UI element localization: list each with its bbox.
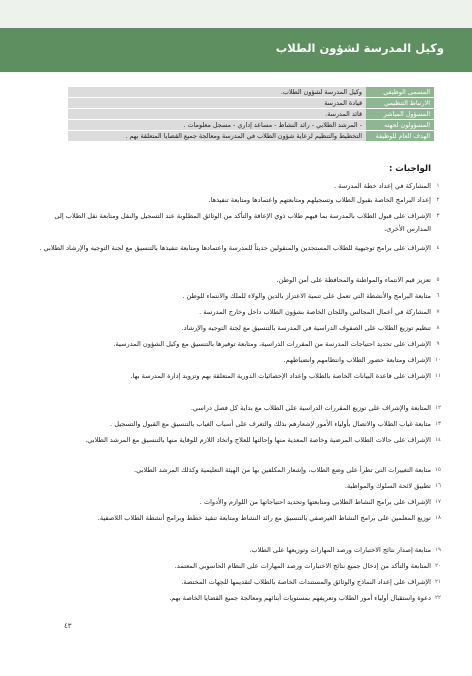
duty-item (39, 418, 441, 431)
duty-text: متابعة غياب الطلاب والاتصال بأولياء الأمور لإشعارهم بذلك والتعرف على أسباب الغياب بالتنسيق مع القبول والتسجيل . (110, 420, 431, 428)
duty-number: ١٢ (435, 405, 441, 411)
duty-text: تنظيم توزيع الطلاب على الصفوف الدراسية في المدرسة بالتنسيق مع لجنة التوجيه والإرشاد. (181, 324, 431, 332)
duty-text: الإشراف على حالات الطلاب المرضية وخاصة المعدية منها وإحالتها للعلاج واتخاذ اللازم للوقاية منها بالتنسيق مع المرشد الطلابي. (85, 436, 431, 444)
duty-text: الإشراف على برامج النشاط الطلابي ومتابعتها وتحديد احتياجاتها من اللوازم والأدوات . (199, 498, 431, 506)
duty-item (39, 576, 441, 589)
duty-item (39, 180, 440, 193)
page-number: ٤٣ (64, 622, 72, 630)
info-label: المسؤولون لجهته (366, 120, 434, 131)
duty-item (39, 464, 441, 477)
duty-number: ١ (436, 183, 440, 189)
duty-number: ١١ (435, 373, 441, 379)
duty-number: ٢٢ (435, 595, 441, 601)
duty-item (39, 322, 440, 335)
duty-number: ١٦ (435, 483, 441, 489)
duty-text: متابعة البرامج والأنشطة التي تعمل على تنمية الاعتزاز بالدين والولاء للملك والانتماء للوطن . (182, 292, 431, 300)
duty-number: ٥ (436, 277, 440, 283)
duty-number: ١٤ (435, 437, 441, 443)
duty-number: ١٩ (435, 547, 441, 553)
duty-number: ٢٠ (435, 563, 441, 569)
info-row (68, 98, 434, 109)
duty-item (39, 306, 440, 319)
duty-text: الإشراف على إعداد النماذج والوثائق والمستندات الخاصة بالطلاب لتقديمها للجهات المختصة. (181, 578, 431, 586)
duty-text: الإشراف على برامج توجيهية للطلاب المستجدين والمنقولين حديثاً للمدرسة واعتمادها ومتابعة تنفيذها بالتنسيق مع لجنة التوجيه والإرشاد الطلابي . (39, 244, 431, 252)
duty-number: ١٠ (435, 357, 441, 363)
job-info-table (68, 87, 434, 142)
duty-text: توزيع المعلمين على برامج النشاط الغيرصفي بالتنسيق مع رائد النشاط ومتابعة تنفيذ خطط وبرامج أنشطة الطلاب اللاصفية. (97, 514, 431, 522)
duty-item (39, 290, 440, 303)
duty-item (39, 210, 440, 236)
page-title: وكيل المدرسة لشؤون الطلاب (275, 41, 444, 55)
duty-item (39, 274, 440, 287)
duty-item (39, 544, 441, 557)
duty-item (39, 480, 441, 493)
duty-text: الإشراف على تحديد احتياجات المدرسة من المقررات الدراسية، ومتابعة توفيرها بالتنسيق مع وكيل الشؤون المدرسية. (113, 340, 431, 348)
info-row (68, 131, 434, 142)
info-row (68, 109, 434, 120)
duty-text: الإشراف على قاعدة البيانات الخاصة بالطلاب وإعداد الإحصائيات الدورية المتعلقة بهم وتزويد إدارة المدرسة بها. (130, 372, 431, 380)
info-row (68, 87, 434, 98)
duty-text: متابعة التغييرات التي تطرأ على وضع الطلاب، وإشعار المكلفين بها من الهيئة التعليمية وكذلك المرشد الطلابي. (134, 466, 431, 474)
duty-item (39, 496, 441, 509)
duty-number: ١٥ (435, 467, 441, 473)
duty-item (39, 434, 441, 447)
duty-text: المشاركة في أعمال المجالس واللجان الخاصة بشؤون الطلاب داخل وخارج المدرسة . (199, 308, 431, 316)
duty-item (39, 354, 441, 367)
duty-text: الإشراف على قبول الطلاب بالمدرسة بما فيهم طلاب ذوي الإعاقة والتأكد من الوثائق المطلوبة عند التسجيل والنقل ومتابعة نقل الطلاب إلى المدارس الأخرى. (54, 212, 431, 233)
duty-number: ١٨ (435, 515, 441, 521)
info-label: الارتباط التنظيمي (366, 98, 434, 109)
duty-text: دعوة واستقبال أولياء أمور الطلاب وتعريفهم بمستويات أبنائهم ومعالجة جميع القضايا الخاصة بهم. (169, 594, 431, 602)
info-label: المسمى الوظيفي (366, 87, 434, 98)
duty-item (39, 338, 440, 351)
duty-number: ١٧ (435, 499, 441, 505)
duty-number: ٩ (436, 341, 440, 347)
duty-text: المشاركة في إعداد خطة المدرسة . (333, 182, 431, 190)
top-margin-strip (0, 0, 472, 28)
duty-item (39, 242, 440, 255)
duty-number: ٨ (436, 325, 440, 331)
info-value: - المرشد الطلابي - رائد النشاط - مساعد إداري - مسجل معلومات . (68, 120, 366, 131)
duty-item (39, 560, 441, 573)
duty-text: تطبيق لائحة السلوك والمواظبة. (344, 482, 431, 490)
info-row (68, 120, 434, 131)
info-value: قائد المدرسة. (68, 109, 366, 120)
duty-item (39, 512, 441, 525)
duty-number: ٤ (436, 245, 440, 251)
duty-number: ٦ (436, 293, 440, 299)
duty-text: المتابعة والإشراف على توزيع المقررات الدراسية على الطلاب مع بداية كل فصل دراسي. (190, 404, 431, 412)
info-value: التخطيط والتنظيم لرعاية شؤون الطلاب في المدرسة ومعالجة جميع القضايا المتعلقة بهم . (68, 131, 366, 142)
duty-number: ١٣ (435, 421, 441, 427)
duty-item (39, 194, 440, 207)
duty-number: ٢ (436, 197, 440, 203)
info-label: المسؤول المباشر (366, 109, 434, 120)
info-value: وكيل المدرسة لشؤون الطلاب. (68, 87, 366, 98)
duty-item (39, 402, 441, 415)
duties-heading: الواجبات : (388, 164, 431, 174)
duty-text: الإشراف ومتابعة حضور الطلاب وانتظامهم وانضباطهم. (283, 356, 431, 364)
info-label: الهدف العام للوظيفة (366, 131, 434, 142)
info-value: قيادة المدرسة (68, 98, 366, 109)
duty-number: ٢١ (435, 579, 441, 585)
duty-text: متابعة إصدار نتائج الاختبارات ورصد المهارات وتوزيعها على الطلاب. (249, 546, 431, 554)
duty-item (39, 592, 441, 605)
duty-text: إعداد البرامج الخاصة بقبول الطلاب وتسجيلهم ومتابعتهم واعتمادها ومتابعة تنفيذها. (208, 196, 431, 204)
duty-number: ٣ (436, 213, 440, 219)
duty-number: ٧ (436, 309, 440, 315)
duty-item (39, 370, 441, 383)
duty-text: المتابعة والتأكد من إدخال جميع نتائج الاختبارات ورصد المهارات على النظام الحاسوبي المعتمد. (174, 562, 431, 570)
duty-text: تعزيز قيم الانتماء والمواطنة والمحافظة على أمن الوطن. (276, 276, 431, 284)
